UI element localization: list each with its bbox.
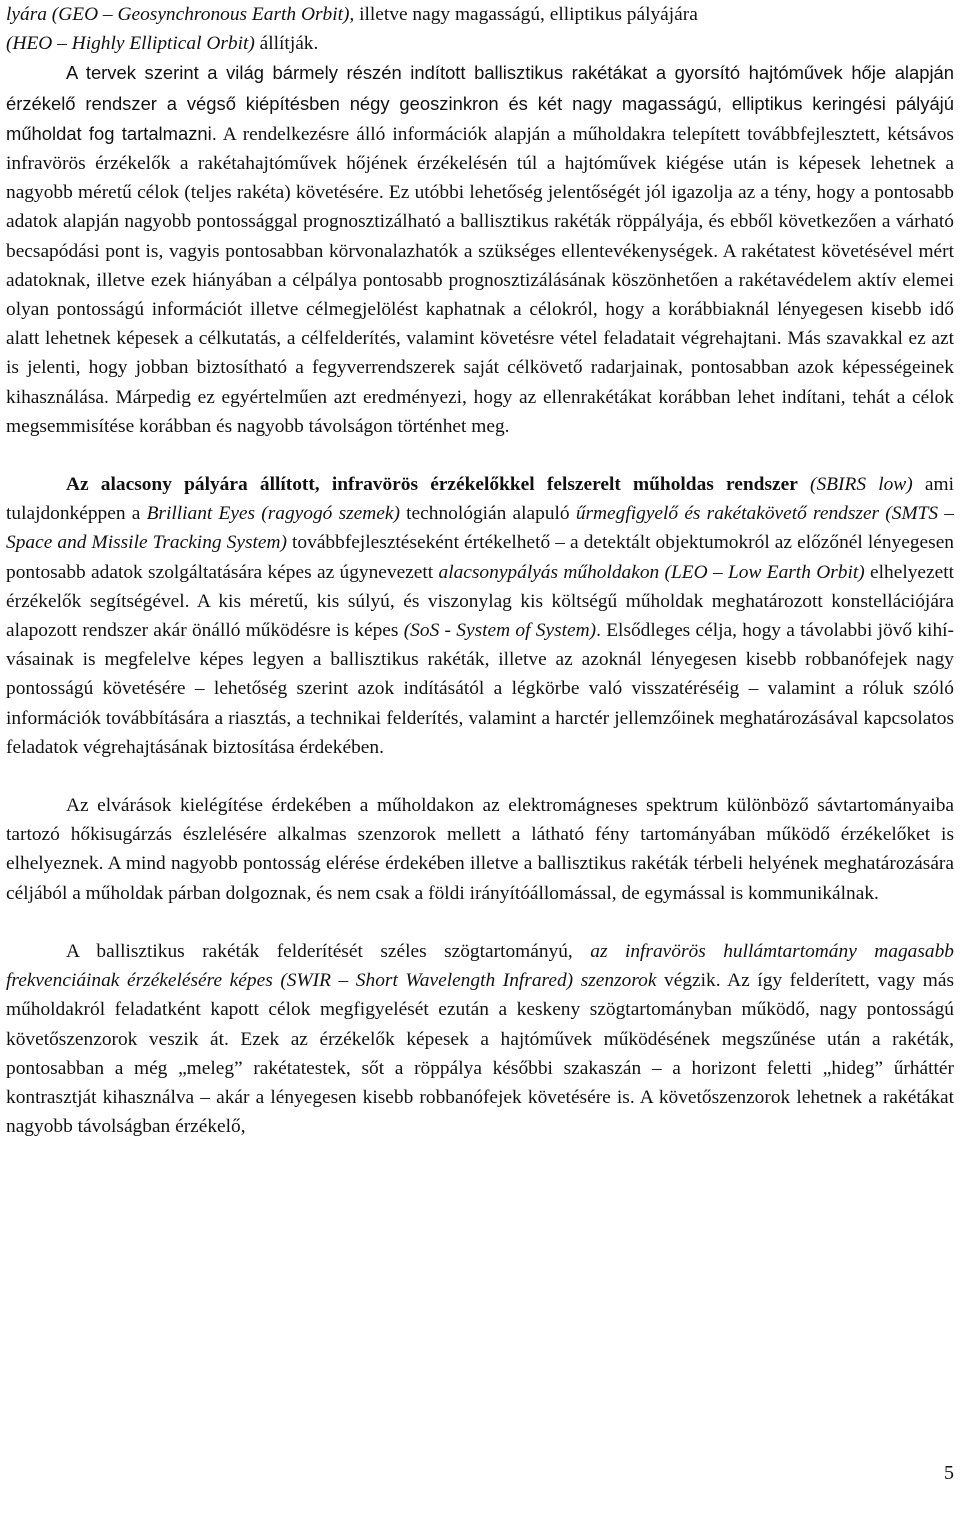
paragraph-text: A tervek szerint a világ bármely részén indított ballisztikus rakétákat a gyorsító hajtóművek hője alapján érzékelő rendszer a végső kiépítésben négy geoszinkron és két nagy magasságú, elliptikus keringési pályájú műholdat fog tartalmazni. xyxy=(6,62,954,144)
leo-term: alacsonypályás műholdakon (LEO – Low Earth Orbit) xyxy=(438,561,865,583)
document-page xyxy=(6,0,954,1141)
paragraph-text: Ez utóbbi lehetőség jelentőségét jól igazolja az a tény, hogy a pontosabb adatok alapján nagyobb pontossággal prognosztizálható a ballisztikus rakéták röppályája, és ebből következően a várható becsapódási pont is, vagyis pontosabban körvonalazhatók a szükséges ellentevékenységek. xyxy=(6,182,954,262)
sos-term: (SoS - System of System) xyxy=(403,620,597,642)
paragraph-text: végzik. Az így felderített, vagy más műholdakról feladatként kapott célok megfigyelését ezután a keskeny szögtartományban működő, nagy pontosságú követőszenzorok veszik át. Ezek az érzékelők képesek a hajtóművek működésének megszűnése után a rakéták, pontosabban a még „meleg” rakétatestek, sőt a röppálya későbbi szakaszán – a horizont feletti „hideg” űrháttér kontrasztját kihasználva – akár a lényegesen kisebb robbanófejek követésére is. A követőszenzorok lehetnek a rakétákat nagyobb távolságban érzékelő, xyxy=(6,970,954,1138)
paragraph-text: elhelyezett érzékelők segítségével. A kis méretű, kis súlyú, és viszonylag kis költségű műholdak meghatározott konstellációjára alapozott rendszer akár önálló működésre is képes xyxy=(6,561,954,642)
sbirs-low-term: (SBIRS low) xyxy=(797,474,913,496)
heo-orbit-term: (HEO – Highly Elliptical Orbit) xyxy=(6,33,255,55)
paragraph-text: illetve nagy magasságú, elliptikus pályájára xyxy=(354,4,698,25)
paragraph-sensor-plans xyxy=(6,58,954,441)
geo-orbit-term: lyára (GEO – Geosynchronous Earth Orbit), xyxy=(6,4,355,25)
paragraph-text: ami tulajdonképpen a xyxy=(6,474,954,525)
swir-term: az infravörös hullámtartomány magasabb frekvenciáinak érzékelésére képes (SWIR – Short Wavelength Infrared) szenzorok xyxy=(6,940,954,992)
paragraph-text: . Elsődleges célja, hogy a távolabbi jövő kihívásainak is megfelelve képes legyen a ballisztikus rakéták, illetve az azoknál lényegesen kisebb robbanófejek nagy pontosságú követésére – lehetőség szerint azok indításától a légkörbe való visszatéréséig – valamint a róluk szóló információk továbbítására a riasztás, a technikai felderítés, valamint a harctér jellemzőinek meghatározásával kapcsolatos feladatok végrehajtásának biztosítása érdekében. xyxy=(6,620,955,758)
brilliant-eyes-term: Brilliant Eyes (ragyogó szemek) xyxy=(146,503,400,525)
paragraph-text: A ballisztikus rakéták felderítését széles szögtartományú, xyxy=(66,940,591,962)
paragraph-text: A rakétatest követésével mért adatoknak, illetve ezek hiányában a célpálya pontosabb prognosztizálásának köszönhetően a rakétavédelem aktív elemei olyan pontosságú információt illetve célmegjelölést kaphatnak a célokról, hogy a korábbiaknál lényegesen kisebb idő alatt lehetnek képesek a célkutatás, a célfelderítés, valamint követésre vétel feladatait végrehajtani. xyxy=(6,240,954,350)
page-number: 5 xyxy=(944,1462,954,1484)
paragraph-sbirs-low xyxy=(6,470,954,762)
paragraph-text: A rendelkezésre álló információk alapján a műholdakra telepített továbbfejlesztett, kétsávos infravörös érzékelők a rakétahajtóművek hőjének érzékelésén túl a hajtóművek kiégése után is képesek lehetnek a nagyobb méretű célok (teljes rakéta) követésére. xyxy=(6,123,954,204)
paragraph-text: technológián alapuló xyxy=(399,503,576,525)
paragraph-text: állítják. xyxy=(254,33,319,55)
paragraph-text: Márpedig ez egyértelműen azt eredményezi, hogy az ellenrakétákat korábban lehet indítani, tehát a célok megsemmisítése korábban és nagyobb távolságon történhet meg. xyxy=(6,386,954,437)
paragraph-text: Az elvárások kielégítése érdekében a műholdakon az elektromágneses spektrum különböző sávtartományaiba tartozó hőkisugárzás észlelésére alkalmas szenzorok mellett a látható fény tartományában működő érzékelőket is elhelyeznek. A mind nagyobb pontosság elérése érdekében illetve a ballisztikus rakéták térbeli helyének meghatározására céljából a műholdak párban dolgoznak, és nem csak a földi irányítóállomással, de egymással is kommunikálnak. xyxy=(6,795,954,904)
smts-term: űrmegfigyelő és rakétakövető rendszer (SMTS – Space and Missile Tracking System) xyxy=(6,503,954,554)
paragraph-swir-sensors xyxy=(6,937,954,1141)
paragraph-text: Más szavakkal ez azt is jelenti, hogy jobban biztosítható a fegyverrendszerek saját célkövető radarjainak, pontosabban azok képességeinek kihasználása. xyxy=(6,328,954,408)
paragraph-geo-heo xyxy=(6,0,954,58)
paragraph-text: továbbfejlesztéseként értékelhető – a detektált objektumokról az előzőnél lényegesen pontosabb adatok szolgáltatására képes az úgynevezett xyxy=(6,532,954,583)
paragraph-sensor-spectrum xyxy=(6,791,954,908)
sbirs-low-heading: Az alacsony pályára állított, infravörös érzékelőkkel felszerelt műholdas rendszer xyxy=(66,474,798,496)
